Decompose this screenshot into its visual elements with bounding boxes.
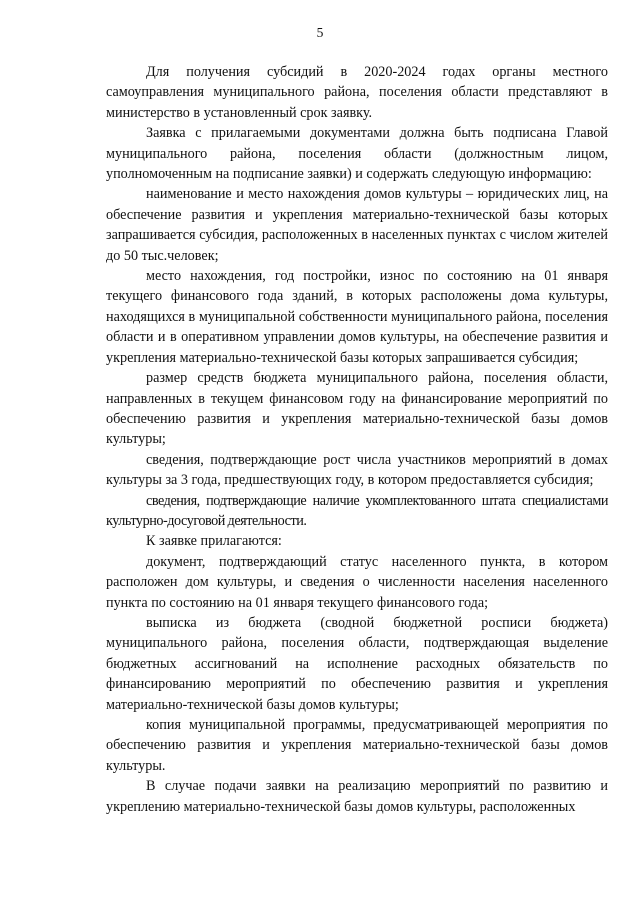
paragraph-participants-growth: сведения, подтверждающие рост числа участников мероприятий в домах культуры за 3 года, предшествующих году, в котором предоставляется субсидия; (106, 451, 608, 489)
paragraph-staff-info: сведения, подтверждающие наличие укомплектованного штата специалистами культурно-досуговой деятельности. (106, 492, 608, 529)
paragraph-subsidy-application: Для получения субсидий в 2020-2024 годах органы местного самоуправления муниципального района, поселения области представляют в министерство в установленный срок заявку. (106, 64, 608, 121)
paragraph-application-signature: Заявка с прилагаемыми документами должна быть подписана Главой муниципального района, поселения области (должностным лицом, уполномоченным на подписание заявки) и содержать следующую информацию: (106, 125, 608, 183)
paragraph-settlement-status: документ, подтверждающий статус населенного пункта, в котором расположен дом культуры, и сведения о численности населения населенного пункта по состоянию на 01 января текущего финансового года; (106, 553, 608, 611)
paragraph-budget-extract: выписка из бюджета (сводной бюджетной росписи бюджета) муниципального района, поселения области, подтверждающая выделение бюджетных ассигнований на исполнение расходных обязательств по финансированию мероприятий по обеспечению развития и укрепления материально-технической базы домов культуры; (106, 614, 608, 713)
paragraph-budget-funds: размер средств бюджета муниципального района, поселения области, направленных в текущем финансовом году на финансирование мероприятий по обеспечению развития и укрепления материально-технической базы домов культуры; (106, 370, 608, 448)
paragraph-municipal-program: копия муниципальной программы, предусматривающей мероприятия по обеспечению развития и укрепления материально-технической базы домов культуры. (106, 717, 608, 774)
page-number: 5 (316, 25, 324, 40)
document-body (106, 62, 608, 817)
paragraph-building-location: место нахождения, год постройки, износ по состоянию на 01 января текущего финансового года зданий, в которых расположены дома культуры, находящихся в муниципальной собственности муниципального района, поселения области и в оперативном управлении домов культуры, на обеспечение развития и укрепления материально-технической базы которых запрашивается субсидия; (106, 268, 608, 366)
paragraph-application-case: В случае подачи заявки на реализацию мероприятий по развитию и укреплению материально-технической базы домов культуры, расположенных (106, 778, 608, 815)
paragraph-culture-houses-list: наименование и место нахождения домов культуры – юридических лиц, на обеспечение развития и укрепления материально-технической базы которых запрашивается субсидия, расположенных в населенных пунктах с числом жителей до 50 тыс.человек; (106, 186, 608, 264)
paragraph-attachments-heading: К заявке прилагаются: (146, 533, 282, 550)
